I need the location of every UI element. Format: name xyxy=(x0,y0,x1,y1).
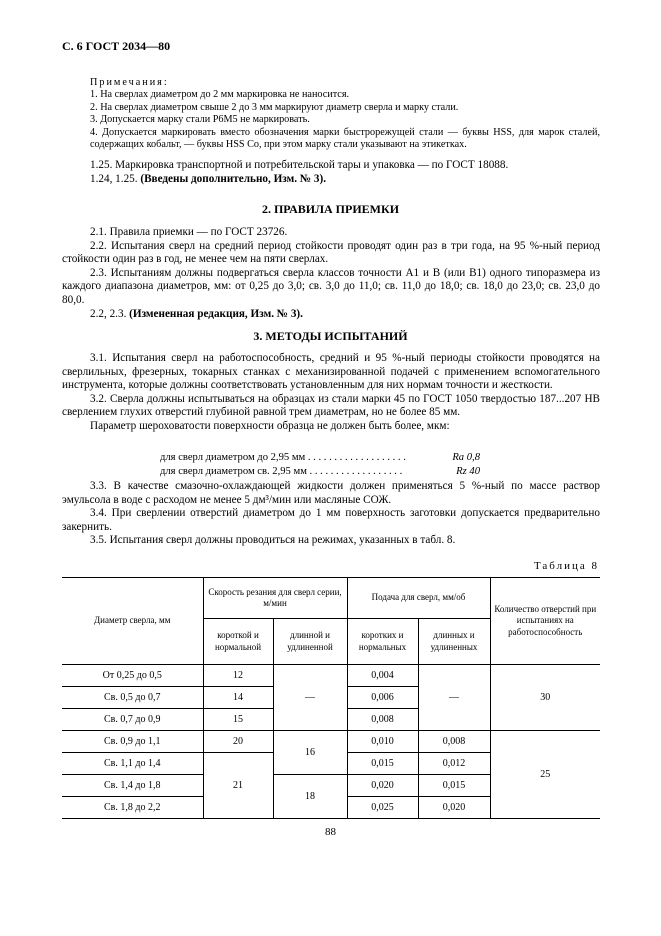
clause-3-2-roughness-intro: Параметр шероховатости поверхности образца не должен быть более, мкм: xyxy=(90,419,450,432)
table-8 xyxy=(62,577,600,819)
note-item: 4. Допускается маркировать вместо обозначения марки быстрорежущей стали — буквы HSS, для марок сталей, содержащих кобальт, — буквы HSS Co, при этом марку стали указывают на этикетках. xyxy=(90,126,600,151)
cell-diameter: Св. 0,5 до 0,7 xyxy=(62,687,203,709)
table-caption: Таблица 8 xyxy=(533,560,599,572)
cell-speed-short: 20 xyxy=(203,731,273,753)
table-row xyxy=(62,731,600,753)
section-3-title: 3. МЕТОДЫ ИСПЫТАНИЙ xyxy=(253,329,408,343)
cell-diameter: Св. 1,8 до 2,2 xyxy=(62,797,203,819)
cell-feed-short: 0,015 xyxy=(347,753,418,775)
table-header-row xyxy=(62,578,600,619)
cell-speed-short: 14 xyxy=(203,687,273,709)
roughness-value: Ra 0,8 xyxy=(452,452,480,463)
amendment-clauses: 1.24, 1.25. xyxy=(90,172,141,185)
amendment-note: (Измененная редакция, Изм. № 3). xyxy=(129,307,303,320)
cell-speed-short: 12 xyxy=(203,665,273,687)
col-header-diameter: Диаметр сверла, мм xyxy=(62,578,203,665)
clause-2-3: 2.3. Испытаниям должны подвергаться сверла классов точности А1 и В (или В1) одного типоразмера из каждого диапазона диаметров, мм: от 0,25 до 3,0; св. 3,0 до 11,0; св. 11,0 до 18,0; св. 18,0 до 23,0; св. 23,0 до 80,0. xyxy=(62,266,600,306)
clause-3-3: 3.3. В качестве смазочно-охлаждающей жидкости должен применяться 5 %-ный по массе раствор эмульсола в воде с расходом не менее 5 дм³/мин или масляные СОЖ. xyxy=(62,480,600,506)
cell-diameter: Св. 1,4 до 1,8 xyxy=(62,775,203,797)
cell-speed-short: 21 xyxy=(203,753,273,819)
subheader-feed-long: длинных и удлиненных xyxy=(418,619,490,665)
clause-1-24-amendment xyxy=(62,173,600,187)
amendment-note: (Введены дополнительно, Изм. № 3). xyxy=(140,172,327,185)
clause-3-1: 3.1. Испытания сверл на работоспособность, средний и 95 %-ный периоды стойкости проводятся на сверлильных, фрезерных, токарных станках с механизированной подачей с применением вспомогательного инструмента, которые должны соответствовать установленным для них нормам точности и жесткости. xyxy=(62,352,600,392)
clause-2-2-2-3-amendment xyxy=(62,308,600,322)
cell-diameter: Св. 0,9 до 1,1 xyxy=(62,731,203,753)
cell-feed-long: 0,008 xyxy=(418,731,490,753)
page-header: С. 6 ГОСТ 2034—80 xyxy=(62,39,171,53)
roughness-list xyxy=(160,451,480,478)
cell-feed-short: 0,010 xyxy=(347,731,418,753)
cell-speed-short: 15 xyxy=(203,709,273,731)
roughness-label: для сверл диаметром до 2,95 мм . . . . . . . . . . . . . . . . . . . xyxy=(160,452,406,463)
cell-feed-short: 0,004 xyxy=(347,665,418,687)
cell-diameter: От 0,25 до 0,5 xyxy=(62,665,203,687)
roughness-value: Rz 40 xyxy=(456,465,480,477)
cell-feed-long: — xyxy=(418,665,490,731)
page-number: 88 xyxy=(325,826,336,838)
cell-feed-short: 0,020 xyxy=(347,775,418,797)
cell-feed-long: 0,012 xyxy=(418,753,490,775)
note-item: 3. Допускается марку стали Р6М5 не маркировать. xyxy=(90,114,310,126)
cell-speed-long: — xyxy=(273,665,347,731)
roughness-row xyxy=(160,465,480,479)
cell-count: 30 xyxy=(490,665,600,731)
clause-1-25-block xyxy=(62,159,600,186)
table-row xyxy=(62,665,600,687)
note-item: 2. На сверлах диаметром свыше 2 до 3 мм маркируют диаметр сверла и марку стали. xyxy=(90,101,459,113)
section-2-title: 2. ПРАВИЛА ПРИЕМКИ xyxy=(261,202,400,216)
note-item: 1. На сверлах диаметром до 2 мм маркировка не наносится. xyxy=(90,89,350,101)
cell-speed-long: 18 xyxy=(273,775,347,819)
cell-feed-short: 0,006 xyxy=(347,687,418,709)
cell-feed-long: 0,015 xyxy=(418,775,490,797)
cell-speed-long: 16 xyxy=(273,731,347,775)
cell-feed-short: 0,025 xyxy=(347,797,418,819)
cell-count: 25 xyxy=(490,731,600,819)
clause-1-25: 1.25. Маркировка транспортной и потребительской тары и упаковка — по ГОСТ 18088. xyxy=(90,159,509,171)
subheader-feed-short: коротких и нормальных xyxy=(347,619,418,665)
cell-diameter: Св. 0,7 до 0,9 xyxy=(62,709,203,731)
col-header-count: Количество отверстий при испытаниях на работоспособность xyxy=(490,578,600,665)
section-3-body xyxy=(62,352,600,434)
amendment-clauses: 2.2, 2.3. xyxy=(90,307,130,320)
clause-3-5: 3.5. Испытания сверл должны проводиться на режимах, указанных в табл. 8. xyxy=(90,534,456,547)
cell-diameter: Св. 1,1 до 1,4 xyxy=(62,753,203,775)
roughness-label: для сверл диаметром св. 2,95 мм . . . . . . . . . . . . . . . . . . xyxy=(160,465,403,477)
section-2-body xyxy=(62,226,600,321)
cell-feed-long: 0,020 xyxy=(418,797,490,819)
col-header-speed: Скорость резания для сверл серии, м/мин xyxy=(203,578,347,619)
cell-feed-short: 0,008 xyxy=(347,709,418,731)
clause-3-4: 3.4. При сверлении отверстий диаметром до 1 мм поверхность заготовки допускается предварительно закернить. xyxy=(62,507,600,533)
subheader-speed-short: короткой и нормальной xyxy=(203,619,273,665)
col-header-feed: Подача для сверл, мм/об xyxy=(347,578,490,619)
section-3-body-cont xyxy=(62,480,600,548)
subheader-speed-long: длинной и удлиненной xyxy=(273,619,347,665)
clause-2-1: 2.1. Правила приемки — по ГОСТ 23726. xyxy=(90,226,288,238)
notes-block xyxy=(90,77,600,151)
clause-2-2: 2.2. Испытания сверл на средний период стойкости проводят один раз в три года, на 95 %-ный период стойкости один раз в год, не менее чем на пяти сверлах. xyxy=(62,239,600,266)
clause-3-2: 3.2. Сверла должны испытываться на образцах из стали марки 45 по ГОСТ 1050 твердостью 187...207 НВ сверлением глухих отверстий глубиной равной трем диаметрам, но не более 85 мм. xyxy=(62,392,600,419)
notes-title: Примечания: xyxy=(90,77,169,88)
roughness-row xyxy=(160,451,480,465)
